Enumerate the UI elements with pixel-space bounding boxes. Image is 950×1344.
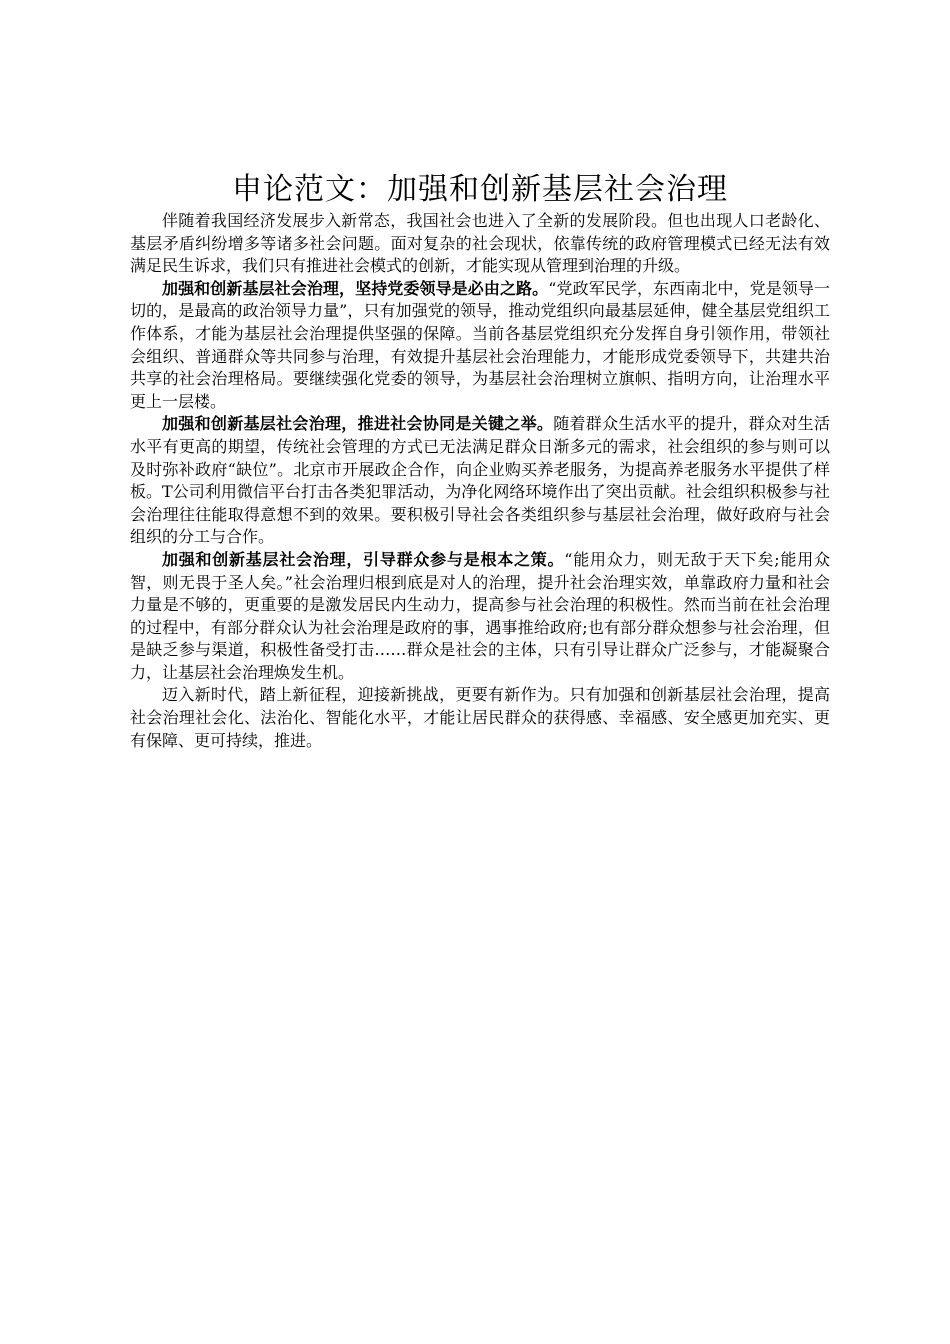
- paragraph-lead: 加强和创新基层社会治理，引导群众参与是根本之策。: [162, 549, 565, 569]
- paragraph-public-participation: [130, 549, 830, 685]
- paragraph-text: “党政军民学，东西南北中，党是领导一切的，是最高的政治领导力量”，只有加强党的领导，推动党组织向最基层延伸，健全基层党组织工作体系，才能为基层社会治理提供坚强的保障。当前各基层党组织充分发挥自身引领作用，带领社会组织、普通群众等共同参与治理，有效提升基层社会治理能力，才能形成党委领导下，共建共治共享的社会治理格局。要继续强化党委的领导，为基层社会治理树立旗帜、指明方向，让治理水平更上一层楼。: [130, 278, 830, 411]
- paragraph-social-coordination: [130, 413, 830, 549]
- paragraph-text: 随着群众生活水平的提升，群众对生活水平有更高的期望，传统社会管理的方式已无法满足群众日渐多元的需求，社会组织的参与则可以及时弥补政府“缺位”。北京市开展政企合作，向企业购买养老服务，为提高养老服务水平提供了样板。T公司利用微信平台打击各类犯罪活动，为净化网络环境作出了突出贡献。社会组织积极参与社会治理往往能取得意想不到的效果。要积极引导社会各类组织参与基层社会治理，做好政府与社会组织的分工与合作。: [130, 414, 830, 547]
- paragraph-text: “能用众力，则无敌于天下矣;能用众智，则无畏于圣人矣。”社会治理归根到底是对人的治理，提升社会治理实效，单靠政府力量和社会力量是不够的，更重要的是激发居民内生动力，提高参与社会治理的积极性。然而当前在社会治理的过程中，有部分群众认为社会治理是政府的事，遇事推给政府;也有部分群众想参与社会治理，但是缺乏参与渠道，积极性备受打击……群众是社会的主体，只有引导让群众广泛参与，才能凝聚合力，让基层社会治理焕发生机。: [130, 549, 830, 682]
- paragraph-lead: 加强和创新基层社会治理，推进社会协同是关键之举。: [162, 414, 554, 434]
- document-title: 申论范文：加强和创新基层社会治理: [232, 172, 728, 207]
- document-body: [130, 170, 830, 752]
- paragraph-conclusion: [130, 684, 830, 752]
- paragraph-text: 伴随着我国经济发展步入新常态，我国社会也进入了全新的发展阶段。但也出现人口老龄化、基层矛盾纠纷增多等诸多社会问题。面对复杂的社会现状，依靠传统的政府管理模式已经无法有效满足民生诉求，我们只有推进社会模式的创新，才能实现从管理到治理的升级。: [130, 211, 830, 276]
- paragraph-text: 迈入新时代，踏上新征程，迎接新挑战，更要有新作为。只有加强和创新基层社会治理，提高社会治理社会化、法治化、智能化水平，才能让居民群众的获得感、幸福感、安全感更加充实、更有保障、更可持续，推进。: [130, 685, 830, 750]
- paragraph-intro: [130, 210, 830, 278]
- paragraph-party-leadership: [130, 278, 830, 414]
- paragraph-lead: 加强和创新基层社会治理，坚持党委领导是必由之路。: [162, 278, 549, 298]
